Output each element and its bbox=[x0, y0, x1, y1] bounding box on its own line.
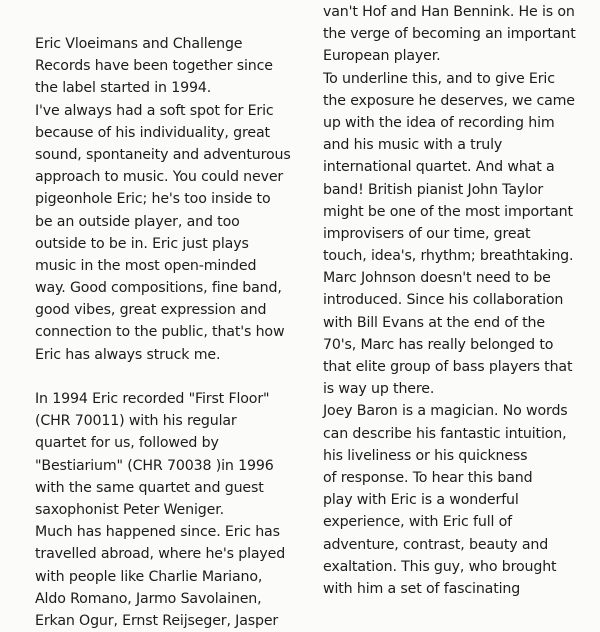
text-line: "Bestiarium" (CHR 70038 )in 1996 bbox=[35, 457, 274, 474]
text-line: the verge of becoming an important bbox=[323, 26, 576, 43]
text-line: music in the most open-minded bbox=[35, 257, 257, 274]
text-line: pigeonhole Eric; he's too inside to bbox=[35, 191, 271, 208]
paragraph-label-history bbox=[35, 33, 291, 366]
text-line: connection to the public, that's how bbox=[35, 324, 285, 341]
text-line: the label started in 1994. bbox=[35, 80, 212, 97]
text-line: (CHR 70011) with his regular bbox=[35, 413, 237, 430]
text-line: I've always had a soft spot for Eric bbox=[35, 102, 274, 119]
text-line: and his music with a truly bbox=[323, 137, 503, 154]
text-line: approach to music. You could never bbox=[35, 169, 284, 186]
text-line: is way up there. bbox=[323, 381, 435, 398]
text-line: Eric has always struck me. bbox=[35, 346, 221, 363]
text-line: To underline this, and to give Eric bbox=[323, 70, 555, 87]
text-line: Eric Vloeimans and Challenge bbox=[35, 36, 243, 52]
text-line: that elite group of bass players that bbox=[323, 359, 573, 375]
text-line: of response. To hear this band bbox=[323, 469, 533, 486]
text-line: saxophonist Peter Weniger. bbox=[35, 501, 224, 518]
text-line: touch, idea's, rhythm; breathtaking. bbox=[323, 248, 574, 265]
text-line: Much has happened since. Eric has bbox=[35, 524, 280, 541]
text-line: way. Good compositions, fine band, bbox=[35, 280, 282, 297]
text-line: with Bill Evans at the end of the bbox=[323, 314, 545, 331]
text-line: good vibes, great expression and bbox=[35, 302, 267, 319]
text-line: his liveliness or his quickness bbox=[323, 447, 528, 464]
text-line: improvisers of our time, great bbox=[323, 225, 531, 242]
text-line: adventure, contrast, beauty and bbox=[323, 536, 549, 553]
text-line: up with the idea of recording him bbox=[323, 114, 555, 131]
text-line: with the same quartet and guest bbox=[35, 479, 264, 496]
text-line: with people like Charlie Mariano, bbox=[35, 568, 263, 585]
text-line: quartet for us, followed by bbox=[35, 435, 219, 452]
text-line: with him a set of fascinating bbox=[323, 580, 521, 597]
paragraph-spacer bbox=[35, 366, 291, 388]
text-line: the exposure he deserves, we came bbox=[323, 92, 575, 109]
text-line: international quartet. And what a bbox=[323, 159, 555, 176]
text-line: be an outside player, and too bbox=[35, 213, 240, 230]
text-line: Joey Baron is a magician. No words bbox=[323, 403, 568, 420]
text-line: exaltation. This guy, who brought bbox=[323, 558, 557, 575]
text-line: experience, with Eric full of bbox=[323, 514, 513, 531]
text-line: Records have been together since bbox=[35, 58, 273, 75]
text-line: introduced. Since his collaboration bbox=[323, 292, 564, 309]
right-text-column bbox=[323, 1, 576, 600]
text-line: European player. bbox=[323, 48, 441, 65]
text-line: sound, spontaneity and adventurous bbox=[35, 146, 291, 163]
text-line: band! British pianist John Taylor bbox=[323, 181, 544, 198]
text-line: play with Eric is a wonderful bbox=[323, 492, 519, 509]
text-line: van't Hof and Han Bennink. He is on bbox=[323, 4, 575, 20]
text-line: because of his individuality, great bbox=[35, 124, 270, 141]
text-line: might be one of the most important bbox=[323, 203, 573, 220]
paragraph-recordings bbox=[35, 388, 291, 632]
text-line: travelled abroad, where he's played bbox=[35, 546, 286, 563]
text-line: In 1994 Eric recorded "First Floor" bbox=[35, 391, 270, 407]
text-line: Marc Johnson doesn't need to be bbox=[323, 270, 551, 287]
text-line: 70's, Marc has really belonged to bbox=[323, 336, 554, 353]
text-line: outside to be in. Eric just plays bbox=[35, 235, 249, 252]
left-text-column bbox=[35, 33, 291, 632]
text-line: Aldo Romano, Jarmo Savolainen, bbox=[35, 590, 262, 607]
text-line: Erkan Ogur, Ernst Reijseger, Jasper bbox=[35, 612, 279, 629]
text-line: can describe his fantastic intuition, bbox=[323, 425, 567, 442]
